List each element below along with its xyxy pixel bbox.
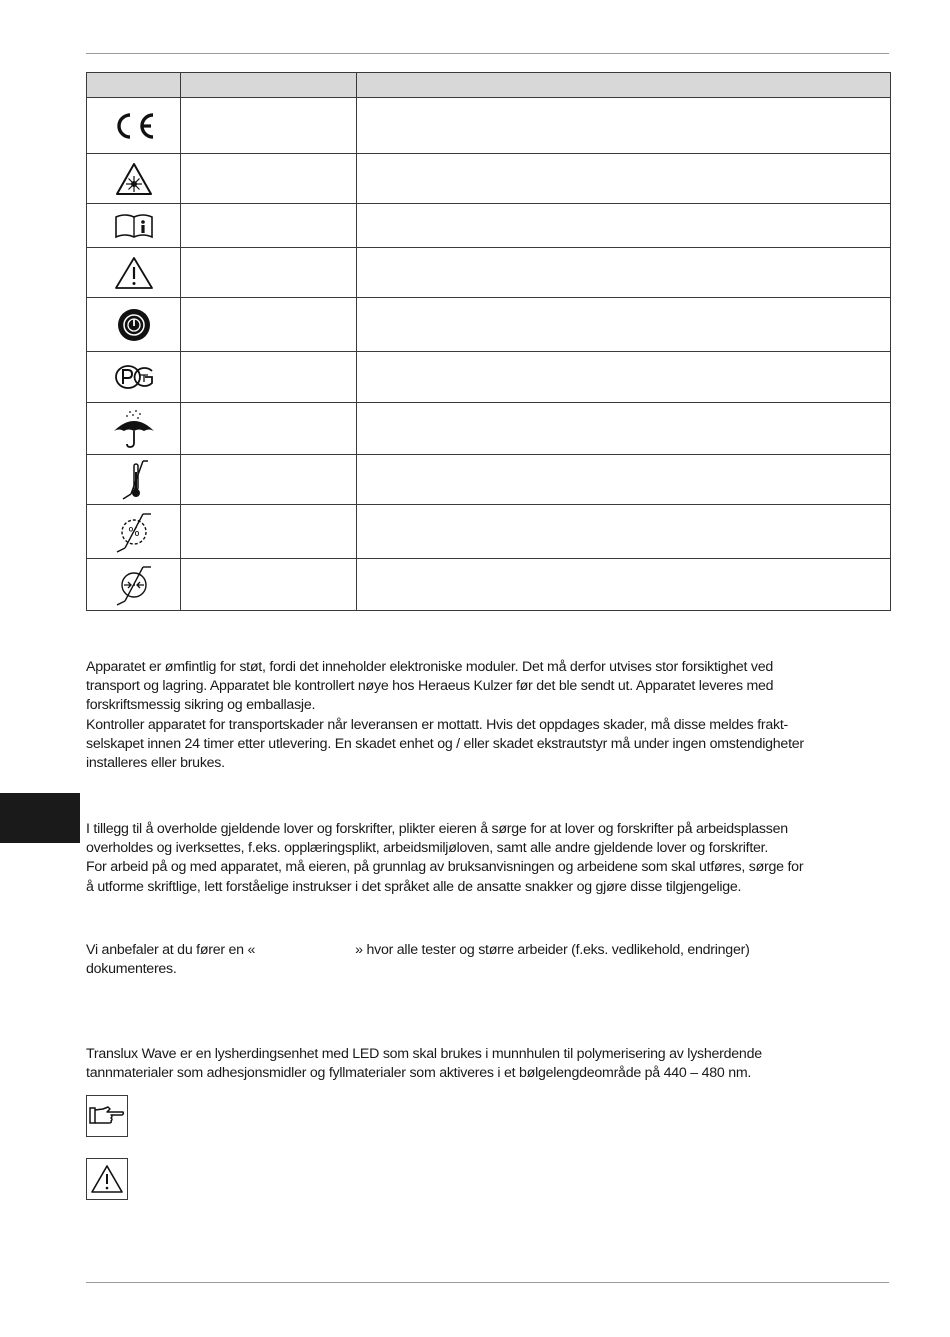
symbol-description: [357, 154, 891, 204]
transport-paragraph: Apparatet er ømfintlig for støt, fordi det inneholder elektroniske moduler. Det må derfor utvises stor forsiktighet ved transport og lagring. Apparatet ble kontrollert nøye hos Heraeus Kulzer før det ble sendt ut. Apparatet leveres med forskriftsmessig sikring og emballasje. Kontroller apparatet for transportskader når leveransen er mottatt. Hvis det oppdages skader, må disse meldes frakt- selskapet innen 24 timer etter utlevering. En skadet enhet og / eller skadet ekstrautstyr må under ingen omstendigheter installeres eller brukes.: [86, 659, 804, 772]
humidity-limit-icon: [113, 510, 155, 554]
warning-icon-box: [86, 1158, 128, 1200]
footer-rule: [86, 1282, 889, 1283]
symbol-cell: [87, 352, 181, 403]
symbol-cell: [87, 298, 181, 352]
header-description: [357, 73, 891, 98]
symbol-name: [181, 403, 357, 455]
gost-r-mark-icon: [112, 362, 156, 392]
symbol-description: [357, 403, 891, 455]
table-row: [87, 403, 891, 455]
laser-warning-icon: [115, 162, 153, 196]
symbol-cell: [87, 154, 181, 204]
ce-mark-icon: [111, 111, 157, 141]
symbol-description: [357, 248, 891, 298]
symbol-description: [357, 298, 891, 352]
symbol-name: [181, 98, 357, 154]
table-header-row: [87, 73, 891, 98]
table-row: [87, 298, 891, 352]
symbol-description: [357, 455, 891, 505]
symbol-description: [357, 505, 891, 559]
symbol-cell: [87, 204, 181, 248]
symbol-name: [181, 298, 357, 352]
intended-use-paragraph: Translux Wave er en lysherdingsenhet med LED som skal brukes i munnhulen til polymerisering av lysherdende tannmaterialer som adhesjonsmidler og fyllmaterialer som aktiveres i et bølgelengdeområde på 440 – 480 nm.: [86, 1046, 762, 1082]
pressure-limit-icon: [113, 563, 155, 607]
logbook-paragraph: [86, 941, 898, 979]
symbol-cell: [87, 98, 181, 154]
symbol-cell: [87, 505, 181, 559]
symbols-table: [86, 72, 891, 611]
symbol-name: [181, 559, 357, 611]
symbol-name: [181, 352, 357, 403]
header-name: [181, 73, 357, 98]
table-row: [87, 248, 891, 298]
logbook-text-after: » hvor alle tester og større arbeider (f.eks. vedlikehold, endringer) dokumenteres.: [86, 942, 750, 978]
symbol-name: [181, 204, 357, 248]
note-icon-box: [86, 1095, 128, 1137]
symbol-description: [357, 352, 891, 403]
consult-instructions-icon: [114, 213, 154, 239]
table-row: [87, 204, 891, 248]
symbol-name: [181, 505, 357, 559]
table-row: [87, 98, 891, 154]
chapter-tab: [0, 793, 80, 843]
table-row: [87, 154, 891, 204]
operator-paragraph: I tillegg til å overholde gjeldende lover og forskrifter, plikter eieren å sørge for at lover og forskrifter på arbeidsplassen overholdes og iverksettes, f.eks. opplæringsplikt, arbeidsmiljøloven, samt alle andre gjeldende lover og forskrifter. For arbeid på og med apparatet, må eieren, på grunnlag av bruksanvisningen og arbeidene som skal utføres, sørge for å utforme skriftlige, lett forståelige instrukser i det språket alle de ansatte snakker og gjøre disse tilgjengelige.: [86, 821, 804, 895]
symbol-cell: [87, 248, 181, 298]
svg-text:%: %: [127, 524, 140, 539]
temperature-limit-icon: [117, 458, 151, 502]
pointing-hand-icon: [89, 1105, 125, 1127]
symbol-name: [181, 154, 357, 204]
header-symbol: [87, 73, 181, 98]
table-row: [87, 505, 891, 559]
caution-triangle-icon: [90, 1164, 124, 1194]
symbol-name: [181, 455, 357, 505]
caution-triangle-icon: [114, 256, 154, 290]
logbook-text-before: Vi anbefaler at du fører en «: [86, 942, 256, 958]
header-rule: [86, 53, 889, 54]
symbol-description: [357, 559, 891, 611]
table-row: [87, 455, 891, 505]
table-row: [87, 559, 891, 611]
symbol-name: [181, 248, 357, 298]
symbol-description: [357, 98, 891, 154]
keep-dry-umbrella-icon: [112, 409, 156, 449]
symbol-cell: [87, 559, 181, 611]
symbol-description: [357, 204, 891, 248]
power-button-icon: [116, 307, 152, 343]
symbol-cell: [87, 403, 181, 455]
table-row: [87, 352, 891, 403]
symbol-cell: [87, 455, 181, 505]
